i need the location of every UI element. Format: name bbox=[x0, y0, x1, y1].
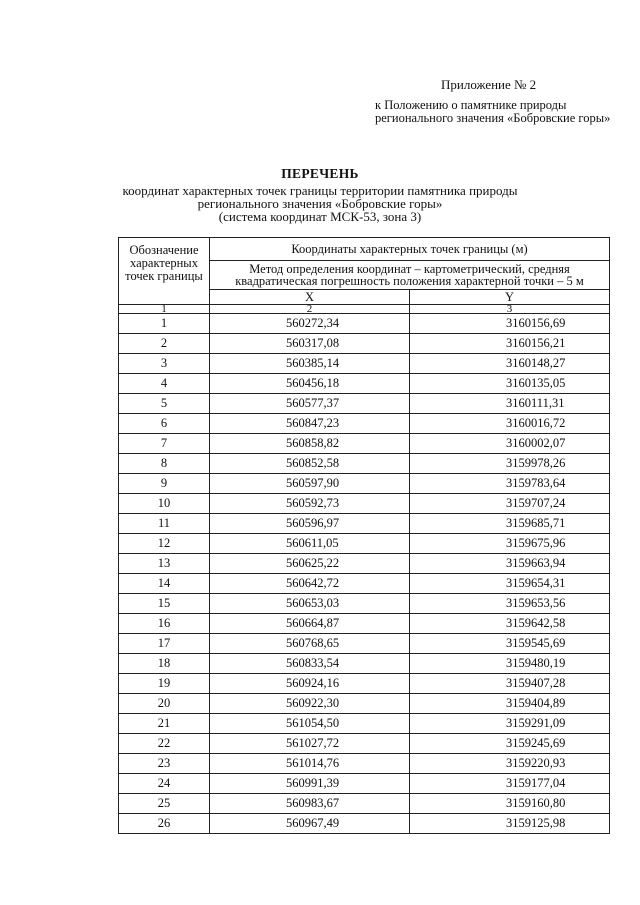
point-number-cell: 21 bbox=[119, 714, 210, 734]
x-coordinate-cell: 561014,76 bbox=[210, 754, 410, 774]
point-number-cell: 3 bbox=[119, 354, 210, 374]
x-coordinate-cell: 560924,16 bbox=[210, 674, 410, 694]
method-description: Метод определения координат – картометрический, средняя квадратическая погрешность положения характерной точки – 5 м bbox=[210, 261, 610, 290]
y-coordinate-cell: 3159654,31 bbox=[410, 574, 610, 594]
point-number-cell: 14 bbox=[119, 574, 210, 594]
y-coordinate-cell: 3160002,07 bbox=[410, 434, 610, 454]
subtitle-line: координат характерных точек границы территории памятника природы bbox=[122, 183, 518, 198]
point-number-cell: 20 bbox=[119, 694, 210, 714]
table-row bbox=[119, 574, 610, 594]
point-number-cell: 17 bbox=[119, 634, 210, 654]
y-coordinate-cell: 3159675,96 bbox=[410, 534, 610, 554]
y-coordinate-cell: 3160111,31 bbox=[410, 394, 610, 414]
coordinates-table bbox=[118, 237, 610, 834]
point-number-cell: 26 bbox=[119, 814, 210, 834]
table-row bbox=[119, 754, 610, 774]
table-row bbox=[119, 414, 610, 434]
table-row bbox=[119, 614, 610, 634]
x-coordinate-cell: 560653,03 bbox=[210, 594, 410, 614]
table-row bbox=[119, 314, 610, 334]
point-number-cell: 16 bbox=[119, 614, 210, 634]
point-number-cell: 9 bbox=[119, 474, 210, 494]
x-coordinate-cell: 560317,08 bbox=[210, 334, 410, 354]
x-coordinate-cell: 560858,82 bbox=[210, 434, 410, 454]
x-coordinate-cell: 560592,73 bbox=[210, 494, 410, 514]
appendix-label: Приложение № 2 bbox=[441, 77, 537, 92]
point-number-cell: 4 bbox=[119, 374, 210, 394]
point-number-cell: 1 bbox=[119, 314, 210, 334]
point-number-cell: 5 bbox=[119, 394, 210, 414]
y-coordinate-cell: 3160156,69 bbox=[410, 314, 610, 334]
y-coordinate-cell: 3159783,64 bbox=[410, 474, 610, 494]
table-row bbox=[119, 694, 610, 714]
x-coordinate-cell: 560991,39 bbox=[210, 774, 410, 794]
point-number-cell: 12 bbox=[119, 534, 210, 554]
point-number-cell: 22 bbox=[119, 734, 210, 754]
y-coordinate-cell: 3159642,58 bbox=[410, 614, 610, 634]
table-row bbox=[119, 494, 610, 514]
x-coordinate-cell: 560642,72 bbox=[210, 574, 410, 594]
point-number-cell: 2 bbox=[119, 334, 210, 354]
x-coordinate-cell: 560625,22 bbox=[210, 554, 410, 574]
table-row bbox=[119, 634, 610, 654]
column-number: 1 bbox=[119, 305, 210, 314]
y-coordinate-cell: 3159291,09 bbox=[410, 714, 610, 734]
table-row bbox=[119, 514, 610, 534]
table-row bbox=[119, 354, 610, 374]
x-coordinate-cell: 560967,49 bbox=[210, 814, 410, 834]
point-number-cell: 18 bbox=[119, 654, 210, 674]
x-coordinate-cell: 560768,65 bbox=[210, 634, 410, 654]
document-subtitle bbox=[120, 184, 520, 223]
y-axis-header: Y bbox=[410, 290, 610, 305]
coordinates-header: Координаты характерных точек границы (м) bbox=[210, 238, 610, 261]
document-title: ПЕРЕЧЕНЬ bbox=[281, 166, 359, 181]
y-coordinate-cell: 3159653,56 bbox=[410, 594, 610, 614]
table-row bbox=[119, 334, 610, 354]
table-row bbox=[119, 474, 610, 494]
table-row bbox=[119, 434, 610, 454]
x-coordinate-cell: 560272,34 bbox=[210, 314, 410, 334]
x-axis-header: X bbox=[210, 290, 410, 305]
x-coordinate-cell: 560596,97 bbox=[210, 514, 410, 534]
table-row bbox=[119, 794, 610, 814]
column-number: 3 bbox=[410, 305, 610, 314]
x-coordinate-cell: 560664,87 bbox=[210, 614, 410, 634]
y-coordinate-cell: 3160148,27 bbox=[410, 354, 610, 374]
point-number-cell: 19 bbox=[119, 674, 210, 694]
point-number-cell: 25 bbox=[119, 794, 210, 814]
y-coordinate-cell: 3159663,94 bbox=[410, 554, 610, 574]
point-number-cell: 6 bbox=[119, 414, 210, 434]
y-coordinate-cell: 3159978,26 bbox=[410, 454, 610, 474]
table-row bbox=[119, 714, 610, 734]
y-coordinate-cell: 3159177,04 bbox=[410, 774, 610, 794]
x-coordinate-cell: 560833,54 bbox=[210, 654, 410, 674]
y-coordinate-cell: 3159685,71 bbox=[410, 514, 610, 534]
y-coordinate-cell: 3159545,69 bbox=[410, 634, 610, 654]
y-coordinate-cell: 3159707,24 bbox=[410, 494, 610, 514]
x-coordinate-cell: 561054,50 bbox=[210, 714, 410, 734]
point-number-cell: 23 bbox=[119, 754, 210, 774]
x-coordinate-cell: 560983,67 bbox=[210, 794, 410, 814]
table-row bbox=[119, 814, 610, 834]
point-number-cell: 24 bbox=[119, 774, 210, 794]
y-coordinate-cell: 3159245,69 bbox=[410, 734, 610, 754]
table-row bbox=[119, 394, 610, 414]
table-row bbox=[119, 374, 610, 394]
point-number-cell: 11 bbox=[119, 514, 210, 534]
x-coordinate-cell: 561027,72 bbox=[210, 734, 410, 754]
x-coordinate-cell: 560611,05 bbox=[210, 534, 410, 554]
y-coordinate-cell: 3159160,80 bbox=[410, 794, 610, 814]
y-coordinate-cell: 3159407,28 bbox=[410, 674, 610, 694]
y-coordinate-cell: 3159125,98 bbox=[410, 814, 610, 834]
point-number-cell: 7 bbox=[119, 434, 210, 454]
table-row bbox=[119, 534, 610, 554]
subtitle-line: (система координат МСК-53, зона 3) bbox=[218, 209, 422, 224]
table-row bbox=[119, 594, 610, 614]
table-row bbox=[119, 674, 610, 694]
point-designation-header: Обозначение характерных точек границы bbox=[119, 238, 210, 305]
x-coordinate-cell: 560385,14 bbox=[210, 354, 410, 374]
table-row bbox=[119, 454, 610, 474]
y-coordinate-cell: 3160135,05 bbox=[410, 374, 610, 394]
x-coordinate-cell: 560847,23 bbox=[210, 414, 410, 434]
x-coordinate-cell: 560922,30 bbox=[210, 694, 410, 714]
x-coordinate-cell: 560852,58 bbox=[210, 454, 410, 474]
table-row bbox=[119, 654, 610, 674]
point-number-cell: 10 bbox=[119, 494, 210, 514]
x-coordinate-cell: 560456,18 bbox=[210, 374, 410, 394]
y-coordinate-cell: 3159480,19 bbox=[410, 654, 610, 674]
point-number-cell: 13 bbox=[119, 554, 210, 574]
x-coordinate-cell: 560577,37 bbox=[210, 394, 410, 414]
y-coordinate-cell: 3159404,89 bbox=[410, 694, 610, 714]
y-coordinate-cell: 3160156,21 bbox=[410, 334, 610, 354]
column-number: 2 bbox=[210, 305, 410, 314]
y-coordinate-cell: 3159220,93 bbox=[410, 754, 610, 774]
appendix-reference: к Положению о памятнике природы регионального значения «Бобровские горы» bbox=[375, 98, 611, 125]
table-row bbox=[119, 734, 610, 754]
point-number-cell: 15 bbox=[119, 594, 210, 614]
x-coordinate-cell: 560597,90 bbox=[210, 474, 410, 494]
point-number-cell: 8 bbox=[119, 454, 210, 474]
table-row bbox=[119, 554, 610, 574]
subtitle-line: регионального значения «Бобровские горы» bbox=[197, 196, 443, 211]
table-row bbox=[119, 774, 610, 794]
y-coordinate-cell: 3160016,72 bbox=[410, 414, 610, 434]
